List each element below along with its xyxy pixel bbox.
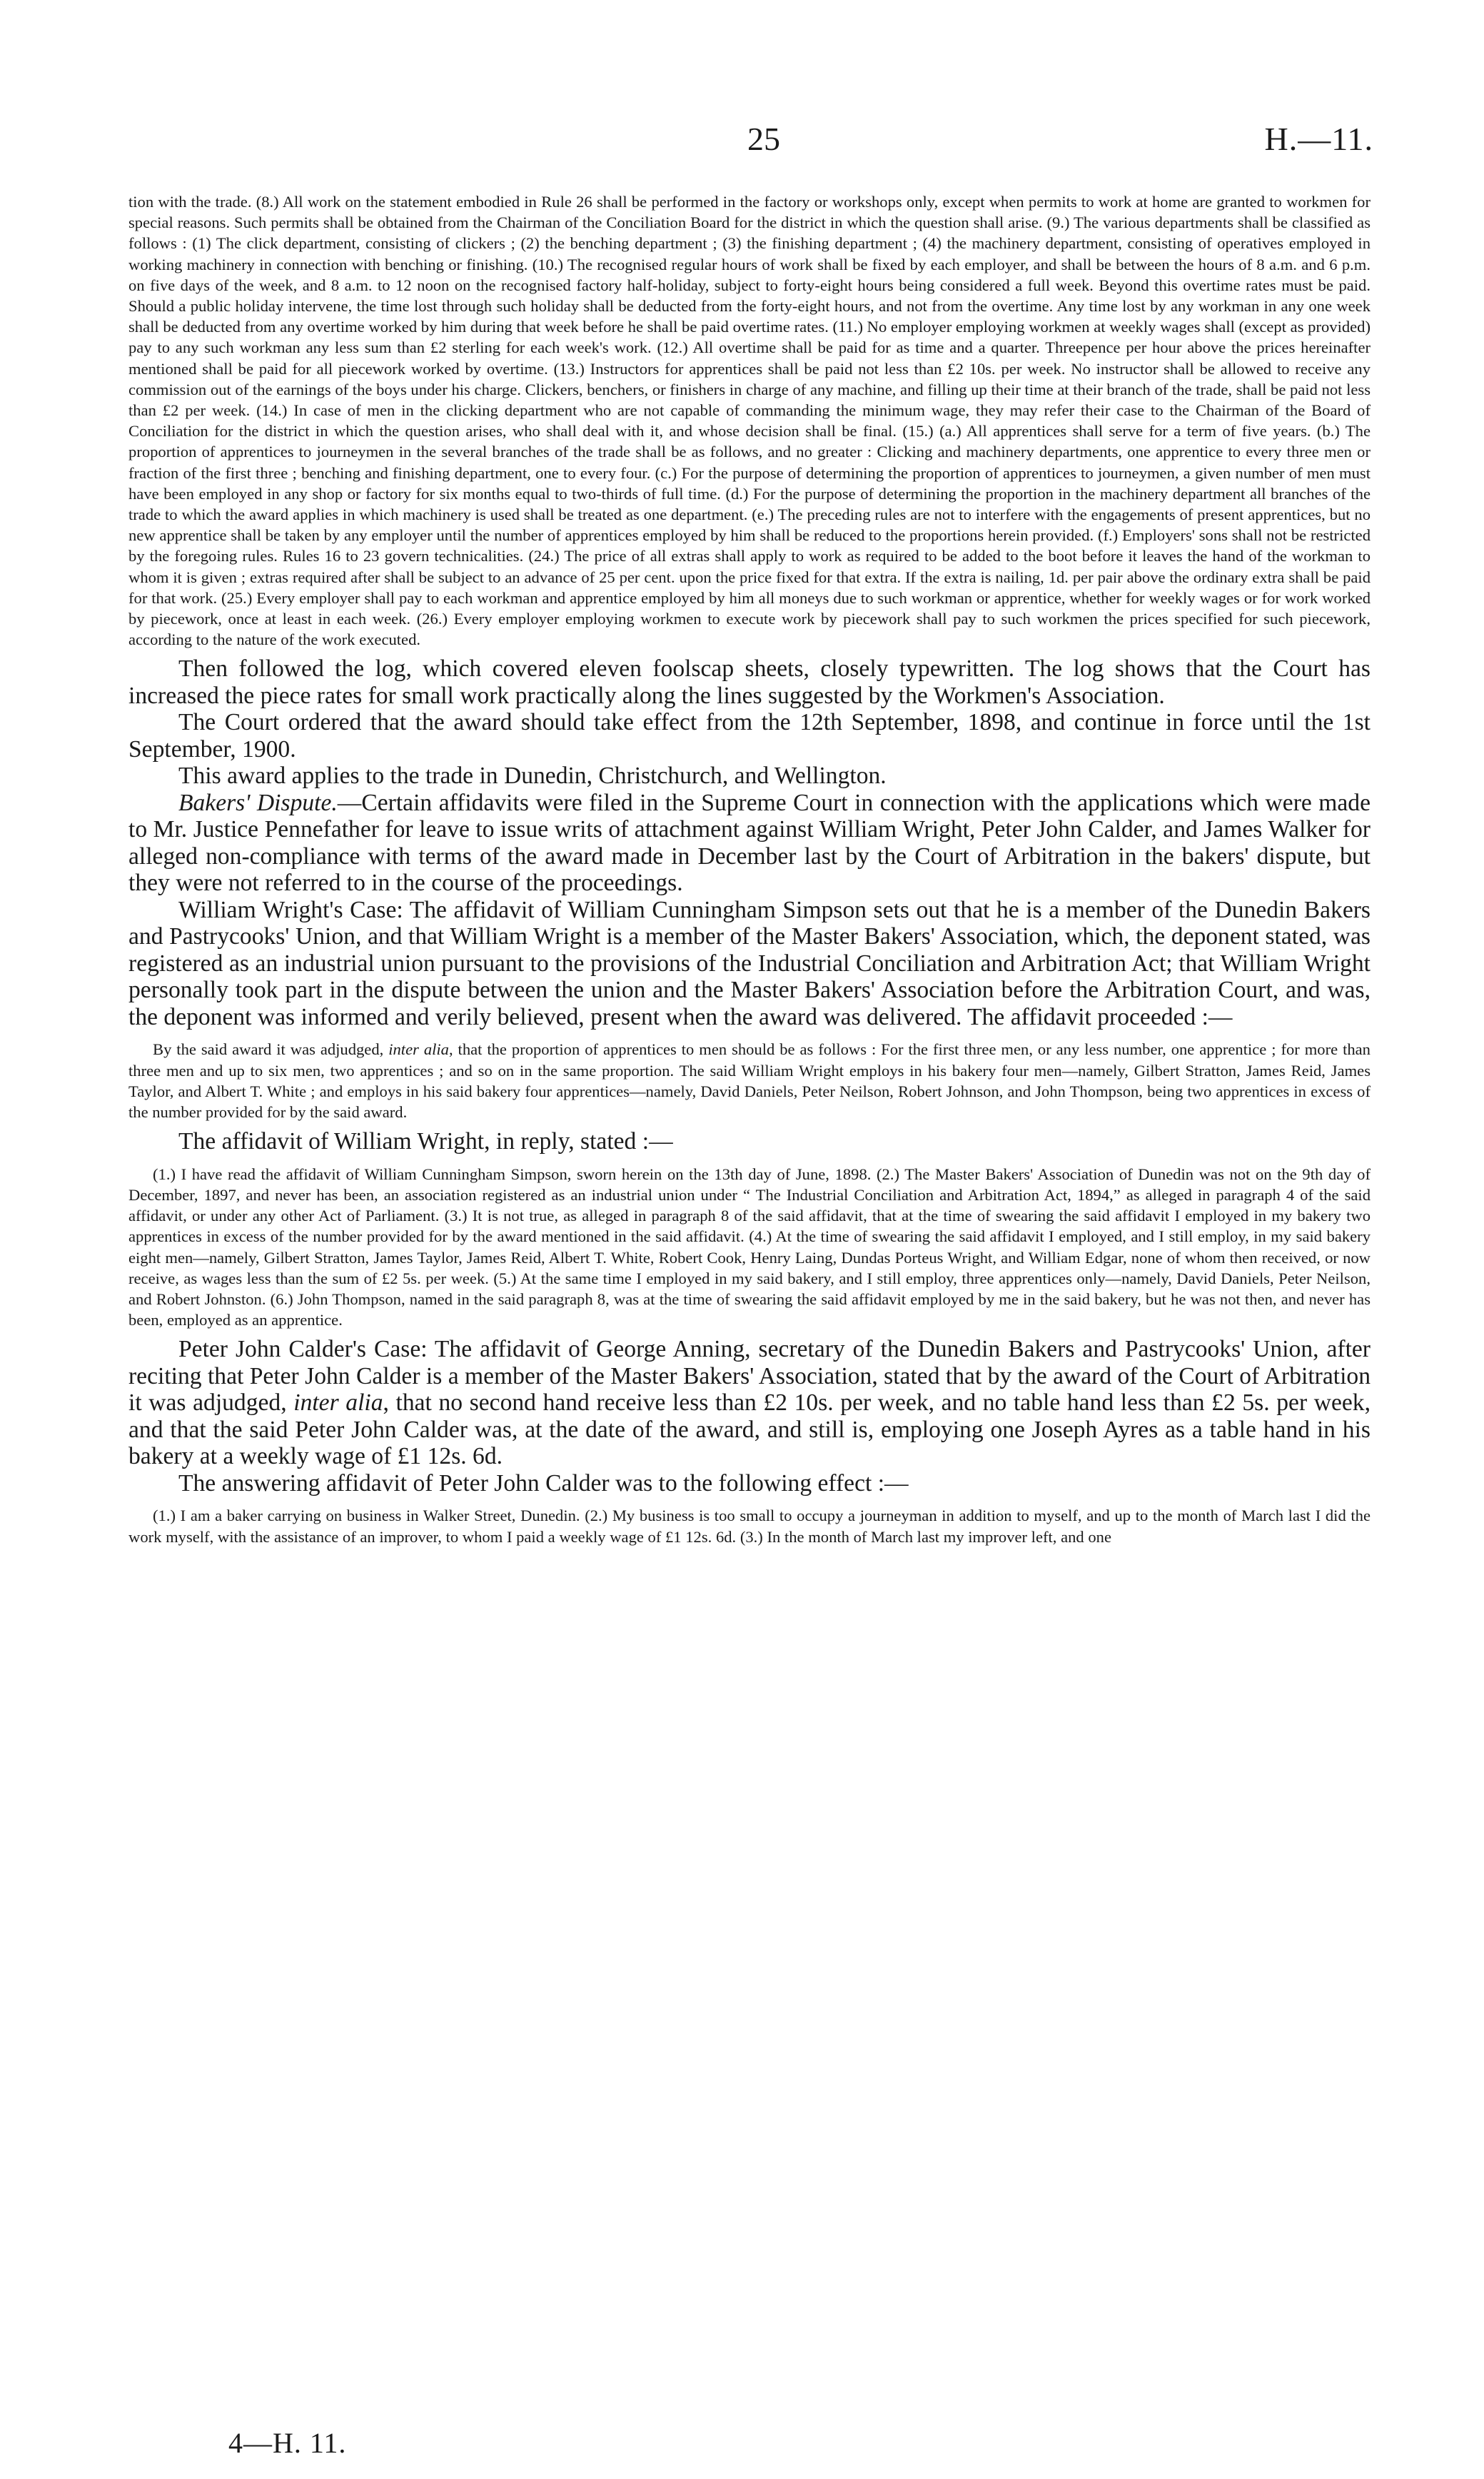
rules-paragraph: tion with the trade. (8.) All work on the statement embodied in Rule 26 shall be performed in the factory or workshops only, except when permits to work at home are granted to workmen for special reasons. Such permits shall be obtained from the Chairman of the Conciliation Board for the district in which the question shall arise. (9.) The various departments shall be classified as follows : (1) The click department, consisting of clickers ; (2) the benching department ; (3) the finishing department ; (4) the machinery department, consisting of operatives employed in working machinery in connection with benching or finishing. (10.) The recognised regular hours of work shall be fixed by each employer, and shall be between the hours of 8 a.m. and 6 p.m. on five days of the week, and 8 a.m. to 12 noon on the recognised factory half-holiday, subject to forty-eight hours being considered a full week. Beyond this overtime rates must be paid. Should a public holiday intervene, the time lost through such holiday shall be deducted from the forty-eight hours, and not from the overtime. Any time lost by any workman in any one week shall be deducted from any overtime worked by him during that week before he shall be paid overtime rates. (11.) No employer employing workmen at weekly wages shall (except as provided) pay to any such workman any less sum than £2 sterling for each week's work. (12.) All overtime shall be paid for as time and a quarter. Threepence per hour above the prices hereinafter mentioned shall be paid for all piecework worked by overtime. (13.) Instructors for apprentices shall be paid not less than £2 10s. per week. No instructor shall be allowed to receive any commission out of the earnings of the boys under his charge. Clickers, benchers, or finishers in charge of any machine, and filling up their time at their branch of the trade, shall be paid not less than £2 per week. (14.) In case of men in the clicking department who are not capable of commanding the minimum wage, they may refer their case to the Chairman of the Board of Conciliation for the district in which the question arises, who shall deal with it, and whose decision shall be final. (15.) (a.) All apprentices shall serve for a term of five years. (b.) The proportion of apprentices to journeymen in the several branches of the trade shall be as follows, and no greater : Clicking and machinery departments, one apprentice to every three men or fraction of the first three ; benching and finishing department, one to every four. (c.) For the purpose of determining the proportion of apprentices to journeymen, a given number of men must have been employed in any shop or factory for six months equal to two-thirds of full time. (d.) For the purpose of determining the proportion in the machinery department all branches of the trade to which the award applies in which machinery is used shall be treated as one department. (e.) The preceding rules are not to interfere with the engagements of present apprentices, but no new apprentice shall be taken by any employer until the number of apprentices employed by him shall be reduced to the proportions herein provided. (f.) Employers' sons shall not be restricted by the foregoing rules. Rules 16 to 23 govern technicalities. (24.) The price of all extras shall apply to work as required to be added to the boot before it leaves the hand of the workman to whom it is given ; extras required after shall be subject to an advance of 25 per cent. upon the price fixed for that extra. If the extra is nailing, 1d. per pair above the ordinary extra shall be paid for that work. (25.) Every employer shall pay to each workman and apprentice employed by him all moneys due to such workman or apprentice, whether for weekly wages or for work worked by piecework, once at least in each week. (26.) Every employer employing workmen to execute work by piecework shall pay to such workmen the prices specified for such piecework, according to the nature of the work executed.	[128, 193, 1371, 649]
award-scope-paragraph: This award applies to the trade in Dunedin, Christchurch, and Wellington.	[178, 763, 887, 790]
document-code: H.—11.	[1264, 121, 1373, 157]
calder-text-b: , that no second hand receive less than £2 10s. per week, and no table hand less than £2 5s. per week, and that the said Peter John Calder was, at the date of the award, and still is, employing one Joseph Ayres as a table hand in his bakery at a weekly wage of £1 12s. 6d.	[128, 1389, 1371, 1470]
simpson-affidavit-quote	[128, 1039, 1371, 1122]
quote-italic: inter alia	[388, 1040, 449, 1059]
wright-reply-intro: The affidavit of William Wright, in reply, stated :—	[178, 1128, 673, 1155]
wright-reply-quote: (1.) I have read the affidavit of William Cunningham Simpson, sworn herein on the 13th day of June, 1898. (2.) The Master Bakers' Association of Dunedin was not on the 9th day of December, 1897, and never has been, an association registered as an industrial union under “ The Industrial Conciliation and Arbitration Act, 1894,” as alleged in paragraph 4 of the said affidavit, or under any other Act of Parliament. (3.) It is not true, as alleged in paragraph 8 of the said affidavit, that at the time of swearing the said affidavit I employed in my bakery two apprentices in excess of the number provided for by the award mentioned in the said affidavit. (4.) At the time of swearing the said affidavit I employed, and I still employ, in my said bakery eight men—namely, Gilbert Stratton, James Taylor, James Reid, Albert T. White, Robert Cook, Henry Laing, Dundas Porteus Wright, and William Edgar, none of whom then received, or now receive, as wages less than the sum of £2 5s. per week. (5.) At the same time I employed in my said bakery, and I still employ, three apprentices only—namely, David Daniels, Peter Neilson, and Robert Johnston. (6.) John Thompson, named in the said paragraph 8, was at the time of swearing the said affidavit employed by me in the said bakery, but he was not then, and never has been, employed as an apprentice.	[128, 1165, 1371, 1329]
body-text	[128, 191, 1371, 1547]
calder-reply-intro: The answering affidavit of Peter John Calder was to the following effect :—	[178, 1469, 909, 1497]
quote-text-b: , that the proportion of apprentices to men should be as follows : For the first three men, or any less number, one apprentice ; for more than three men and up to six men, two apprentices ; and so on in the same proportion. The said William Wright employs in his bakery four men—namely, Gilbert Stratton, James Reid, James Taylor, and Albert T. White ; and employs in his said bakery four apprentices—namely, David Daniels, Peter Neilson, Robert Johnson, and John Thompson, being two apprentices in excess of the number provided for by the said award.	[128, 1040, 1371, 1122]
calder-reply-quote: (1.) I am a baker carrying on business in Walker Street, Dunedin. (2.) My business is too small to occupy a journeyman in addition to myself, and up to the month of March last I did the work myself, with the assistance of an improver, to whom I paid a weekly wage of £1 12s. 6d. (3.) In the month of March last my improver left, and one	[128, 1507, 1371, 1546]
calder-case-paragraph	[128, 1336, 1371, 1470]
award-date-paragraph: The Court ordered that the award should take effect from the 12th September, 1898, and continue in force until the 1st September, 1900.	[128, 709, 1371, 763]
bakers-dispute-heading: Bakers' Dispute.	[178, 789, 338, 816]
signature-mark: 4—H. 11.	[228, 2427, 347, 2459]
bakers-dispute-text: —Certain affidavits were filed in the Supreme Court in connection with the applications which were made to Mr. Justice Pennefather for leave to issue writs of attachment against William Wright, Peter John Calder, and James Walker for alleged non-compliance with terms of the award made in December last by the Court of Arbitration in the bakers' dispute, but they were not referred to in the course of the proceedings.	[128, 789, 1371, 897]
page-header	[0, 118, 1484, 161]
wright-case-paragraph: William Wright's Case: The affidavit of William Cunningham Simpson sets out that he is a member of the Dunedin Bakers and Pastrycooks' Union, and that William Wright is a member of the Master Bakers' Association, which, the deponent stated, was registered as an industrial union pursuant to the provisions of the Industrial Conciliation and Arbitration Act; that William Wright personally took part in the dispute between the union and the Master Bakers' Association before the Arbitration Court, and was, the deponent was informed and verily believed, present when the award was delivered. The affidavit proceeded :—	[128, 896, 1371, 1030]
quote-text-a: By the said award it was adjudged,	[153, 1040, 389, 1059]
page-number: 25	[747, 121, 780, 157]
calder-italic: inter alia	[293, 1389, 383, 1417]
calder-text-a: Peter John Calder's Case: The affidavit of George Anning, secretary of the Dunedin Bakers and Pastrycooks' Union, after reciting that Peter John Calder is a member of the Master Bakers' Association, stated that by the award of the Court of Arbitration it was adjudged,	[128, 1336, 1371, 1417]
log-paragraph: Then followed the log, which covered eleven foolscap sheets, closely typewritten. The log shows that the Court has increased the piece rates for small work practically along the lines suggested by the Workmen's Association.	[128, 655, 1371, 709]
bakers-dispute-paragraph	[128, 790, 1371, 897]
